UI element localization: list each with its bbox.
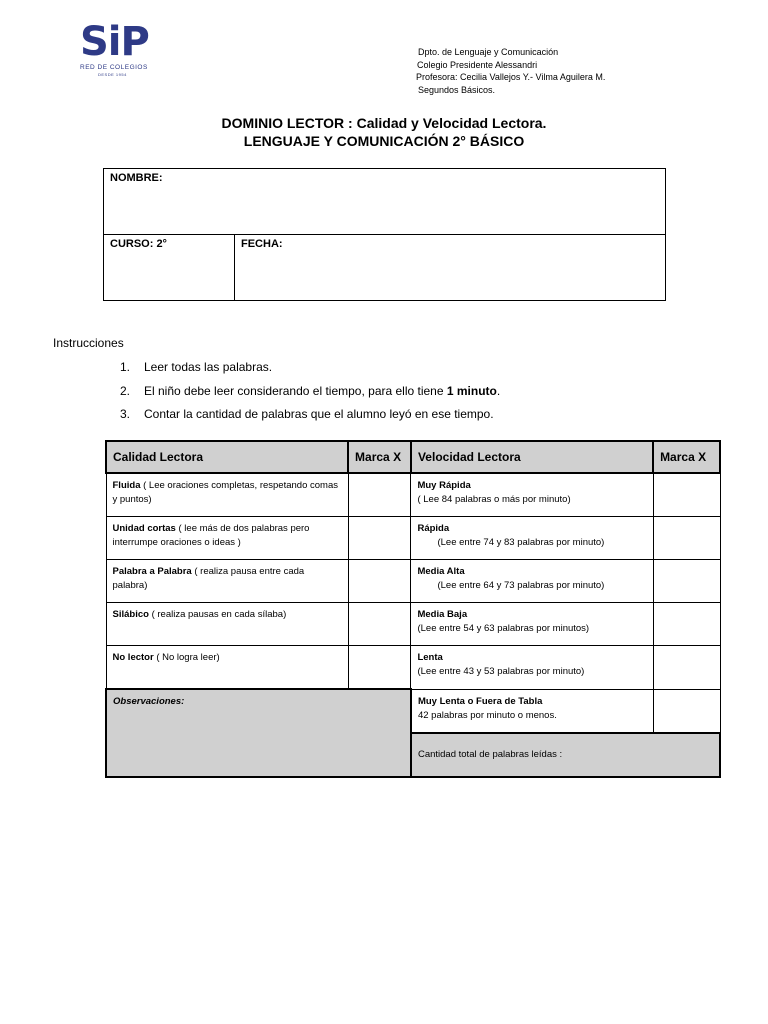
fecha-label: FECHA: [241, 238, 283, 250]
calidad-cell [106, 560, 348, 603]
page-subtitle: LENGUAJE Y COMUNICACIÓN 2° BÁSICO [243, 133, 525, 149]
nombre-label: NOMBRE: [110, 172, 163, 184]
calidad-mark-cell[interactable] [348, 646, 411, 690]
calidad-cell [106, 646, 348, 690]
instruction-text-end: . [496, 383, 501, 398]
page-title: DOMINIO LECTOR : Calidad y Velocidad Lectora. [221, 115, 547, 131]
instruction-number: 3. [120, 407, 131, 421]
velocidad-level: Rápida [417, 523, 450, 534]
header-calidad: Calidad Lectora [106, 441, 348, 473]
instruction-text: Contar la cantidad de palabras que el alumno leyó en ese tiempo. [144, 407, 494, 421]
calidad-cell [106, 603, 348, 646]
fecha-field[interactable] [235, 235, 666, 301]
instruction-text: Leer todas las palabras. [144, 360, 273, 374]
observaciones-field[interactable] [106, 689, 411, 777]
instructions-heading: Instrucciones [53, 336, 124, 350]
velocidad-mark-cell[interactable] [653, 689, 720, 733]
instruction-item [120, 403, 500, 427]
table-row [106, 603, 720, 646]
calidad-level: Silábico [112, 609, 149, 620]
observaciones-label: Observaciones: [113, 696, 185, 707]
velocidad-level: Muy Rápida [417, 480, 471, 491]
calidad-level: Fluida [112, 480, 141, 491]
calidad-level: Unidad cortas [112, 523, 176, 534]
velocidad-level: Media Baja [417, 609, 468, 620]
velocidad-mark-cell[interactable] [653, 646, 720, 690]
velocidad-mark-cell[interactable] [653, 517, 720, 560]
calidad-mark-cell[interactable] [348, 560, 411, 603]
table-row [106, 517, 720, 560]
calidad-desc: ( realiza pausas en cada sílaba) [148, 609, 287, 620]
velocidad-mark-cell[interactable] [653, 473, 720, 517]
velocidad-mark-cell[interactable] [653, 603, 720, 646]
instruction-item [120, 356, 500, 380]
curso-label: CURSO: 2° [110, 238, 167, 250]
total-words-field[interactable] [411, 733, 720, 777]
table-row [106, 560, 720, 603]
school-line: Colegio Presidente Alessandri [417, 59, 538, 70]
header-marca-calidad: Marca X [348, 441, 411, 473]
calidad-mark-cell[interactable] [348, 517, 411, 560]
instruction-emphasis: 1 minuto [446, 383, 497, 398]
velocidad-cell [411, 473, 653, 517]
velocidad-level: Lenta [417, 652, 443, 663]
header-info [416, 46, 605, 96]
calidad-mark-cell[interactable] [348, 473, 411, 517]
table-row [106, 473, 720, 517]
student-info-box [103, 168, 666, 301]
instructions-list [120, 356, 500, 427]
header-marca-velocidad: Marca X [653, 441, 720, 473]
calidad-mark-cell[interactable] [348, 603, 411, 646]
table-row [106, 646, 720, 690]
school-logo [80, 19, 160, 82]
header-velocidad: Velocidad Lectora [411, 441, 653, 473]
velocidad-cell [411, 646, 653, 690]
calidad-level: No lector [112, 652, 154, 663]
logo-subtitle: RED DE COLEGIOS [80, 64, 148, 71]
velocidad-cell [411, 517, 653, 560]
nombre-field[interactable] [104, 169, 666, 235]
instruction-item [120, 380, 500, 404]
velocidad-cell [411, 603, 653, 646]
instruction-text: El niño debe leer considerando el tiempo, para ello tiene [144, 383, 447, 398]
teacher-line: Profesora: Cecilia Vallejos Y.- Vilma Aguilera M. [416, 72, 606, 82]
table-header-row [106, 441, 720, 473]
instruction-number: 1. [120, 360, 131, 374]
logo-subtitle-2: DESDE 1954 [98, 72, 127, 77]
calidad-cell [106, 517, 348, 560]
velocidad-desc: (Lee entre 54 y 63 palabras por minutos) [417, 623, 590, 634]
instruction-number: 2. [120, 383, 131, 398]
velocidad-level: Media Alta [417, 566, 465, 577]
total-words-label: Cantidad total de palabras leídas : [417, 748, 563, 760]
department-line: Dpto. de Lenguaje y Comunicación [418, 47, 559, 57]
calidad-cell [106, 473, 348, 517]
velocidad-desc: (Lee entre 74 y 83 palabras por minuto) [437, 537, 605, 548]
velocidad-desc: (Lee entre 64 y 73 palabras por minuto) [437, 580, 605, 591]
logo-wordmark: SiP [80, 19, 149, 65]
calidad-desc: ( lee más de dos palabras pero interrumpe oraciones o ideas ) [112, 523, 310, 548]
grade-line: Segundos Básicos. [418, 84, 496, 95]
velocidad-cell [411, 560, 653, 603]
velocidad-cell [411, 689, 653, 733]
velocidad-desc: ( Lee 84 palabras o más por minuto) [417, 494, 571, 505]
velocidad-desc: 42 palabras por minuto o menos. [417, 709, 557, 721]
calidad-desc: ( realiza pausa entre cada palabra) [112, 566, 305, 591]
calidad-desc: ( No logra leer) [153, 652, 220, 663]
velocidad-mark-cell[interactable] [653, 560, 720, 603]
velocidad-level: Muy Lenta o Fuera de Tabla [417, 695, 543, 707]
calidad-desc: ( Lee oraciones completas, respetando comas y puntos) [112, 480, 338, 505]
evaluation-table [105, 440, 721, 778]
velocidad-desc: (Lee entre 43 y 53 palabras por minuto) [417, 666, 585, 677]
table-row [106, 689, 720, 733]
curso-field[interactable] [104, 235, 235, 301]
calidad-level: Palabra a Palabra [112, 566, 192, 577]
